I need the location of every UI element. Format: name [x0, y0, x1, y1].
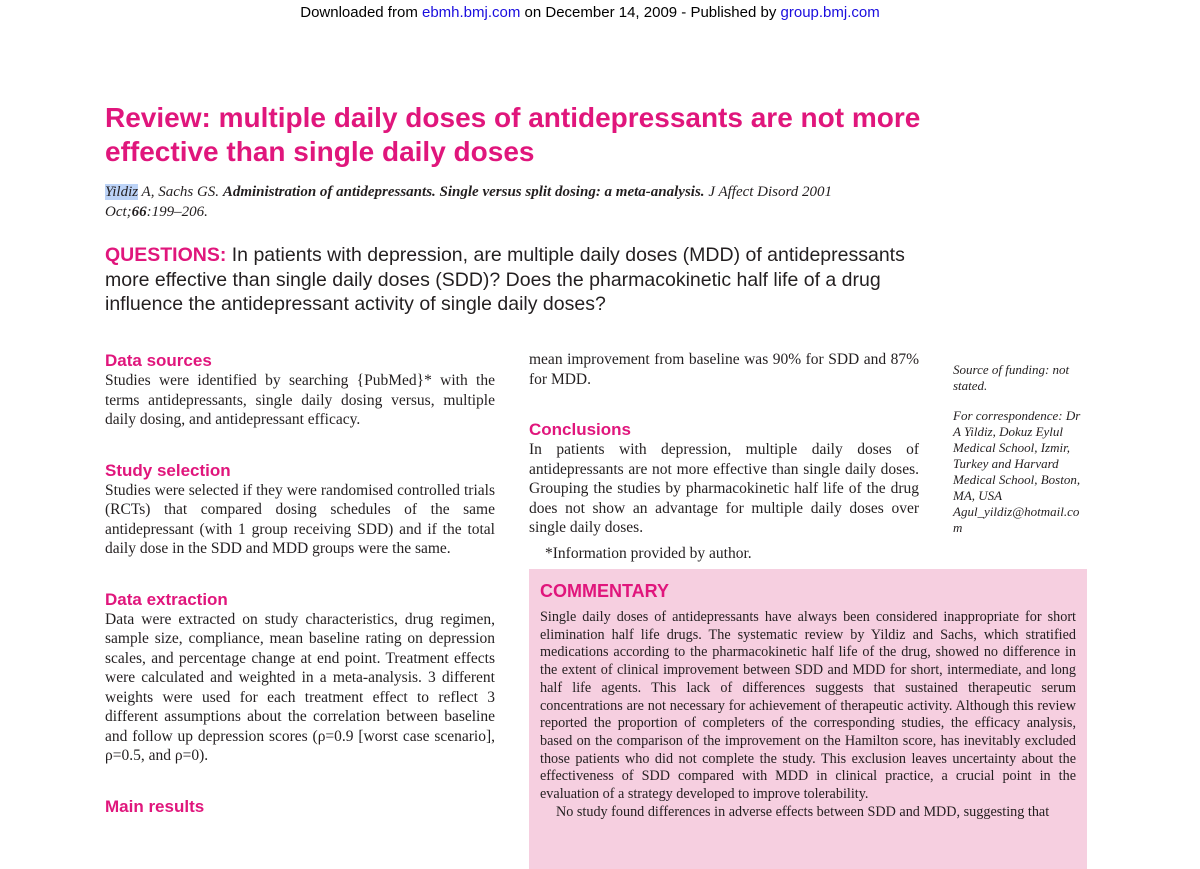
left-column — [105, 351, 495, 848]
data-extraction-text: Data were extracted on study characteristics, drug regimen, sample size, compliance, mean baseline rating on depression scales, and percentage change at end point. Treatment effects were calculated and weighted in a meta-analysis. 3 different weights were used for each treatment effect to reflect 3 different assumptions about the correlation between baseline and follow up depression scores (ρ=0.9 [worst case scenario], ρ=0.5, and ρ=0). — [105, 610, 495, 764]
questions-text: In patients with depression, are multiple daily doses (MDD) of antidepressants more effective than single daily doses (SDD)? Does the pharmacokinetic half life of a drug influence the antidepressant activity of single daily doses? — [105, 244, 905, 315]
site-link[interactable]: ebmh.bmj.com — [421, 4, 521, 21]
data-extraction-section — [105, 590, 495, 766]
citation-author-highlighted[interactable]: Yildiz — [105, 184, 139, 200]
citation-journal: J Affect Disord 2001 Oct; — [105, 184, 833, 220]
results-continued-text: mean improvement from baseline was 90% for SDD and 87% for MDD. — [529, 351, 919, 388]
study-selection-section — [105, 461, 495, 559]
commentary-paragraph-2: No study found differences in adverse effects between SDD and MDD, suggesting that — [556, 803, 1050, 820]
citation — [105, 183, 905, 222]
conclusions-heading: Conclusions — [529, 420, 632, 439]
author-footnote: *Information provided by author. — [545, 544, 752, 562]
questions-label: QUESTIONS: — [105, 244, 227, 266]
data-sources-section — [105, 351, 495, 430]
conclusions-text: In patients with depression, multiple daily doses of antidepressants are not more effective than single daily doses. Grouping the studies by pharmacokinetic half life of the drug does not show an advantage for multiple daily doses over single daily doses. — [529, 441, 919, 536]
correspondence-email: Agul_yildiz@hotmail.com — [953, 504, 1080, 535]
main-results-heading: Main results — [105, 796, 205, 816]
commentary-box — [529, 569, 1087, 869]
commentary-heading: COMMENTARY — [540, 581, 669, 601]
study-selection-text: Studies were selected if they were randomised controlled trials (RCTs) that compared dosing schedules of the same antidepressant (with 1 group receiving SDD) and if the total daily dose in the SDD and MDD groups were the same. — [105, 481, 495, 557]
funding-note: Source of funding: not stated. — [953, 362, 1070, 393]
questions-block — [105, 243, 935, 317]
data-extraction-heading: Data extraction — [105, 589, 228, 609]
correspondence-note — [953, 408, 1083, 536]
publisher-link[interactable]: group.bmj.com — [780, 4, 880, 21]
citation-volume: 66 — [131, 203, 147, 220]
citation-pages: :199–206. — [146, 203, 208, 220]
data-sources-text: Studies were identified by searching {PubMed}* with the terms antidepressants, single daily dosing versus, multiple daily dosing, and antidepressant efficacy. — [105, 372, 495, 428]
citation-authors: A, Sachs GS. — [138, 184, 223, 200]
middle-column — [529, 350, 919, 563]
download-banner — [0, 4, 1180, 21]
correspondence-text: For correspondence: Dr A Yildiz, Dokuz Eylul Medical School, Izmir, Turkey and Harvard Medical School, Boston, MA, USA — [953, 408, 1081, 503]
download-prefix: Downloaded from — [300, 4, 422, 21]
data-sources-heading: Data sources — [105, 351, 212, 370]
article-title: Review: multiple daily doses of antidepressants are not more effective than single daily doses — [105, 102, 921, 167]
study-selection-heading: Study selection — [105, 460, 231, 480]
download-middle: on December 14, 2009 - Published by — [520, 4, 781, 21]
commentary-paragraph-1: Single daily doses of antidepressants have always been considered inappropriate for short elimination half life drugs. The systematic review by Yildiz and Sachs, which stratified medications according to the pharmacokinetic half life of the drug, showed no difference in the extent of clinical improvement between SDD and MDD for short, intermediate, and long half life agents. This lack of differences suggests that sustained therapeutic serum concentrations are not necessary for achievement of therapeutic activity. Although this review reported the proportion of completers of the corresponding studies, the efficacy analysis, based on the comparison of the improvement on the Hamilton score, has inevitably excluded those patients who did not complete the study. This exclusion leaves uncertainty about the effectiveness of SDD compared with MDD in clinical practice, a crucial point in the evaluation of a strategy developed to improve tolerability. — [540, 609, 1076, 803]
main-results-section — [105, 797, 495, 817]
citation-article-title: Administration of antidepressants. Single versus split dosing: a meta-analysis. — [222, 184, 705, 200]
